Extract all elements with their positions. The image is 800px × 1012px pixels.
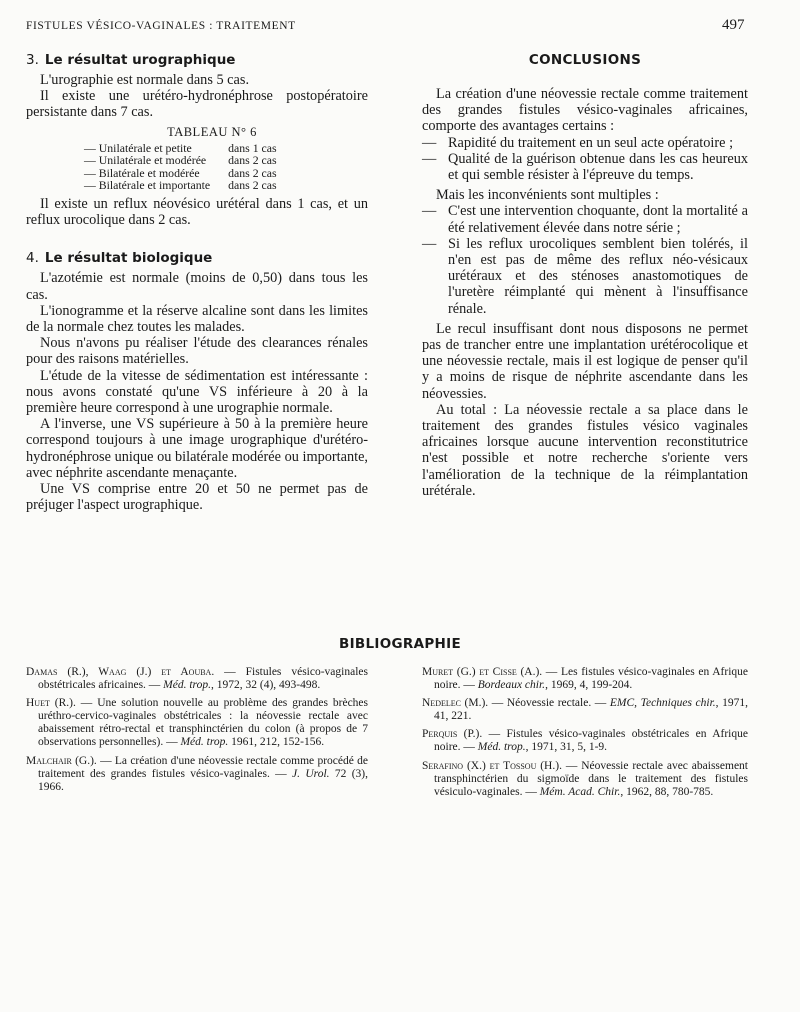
reference <box>26 666 368 692</box>
reference-details: , 1971, 31, 5, 1-9. <box>525 741 608 754</box>
list-item: — Si les reflux urocoliques semblent bien tolérés, il n'en est pas de même des reflux néo-vésicaux urétéraux et des sténoses anastomotiques de l'uretère réimplanté qui mènent à l'insuffisance rénale. <box>422 236 748 317</box>
section-number: 4. <box>26 250 39 267</box>
reference-authors: Serafino (X.) et Tossou (H.). <box>422 759 562 772</box>
paragraph: Au total : La néovessie rectale a sa place dans le traitement des grandes fistules vésico vaginales africaines lorsque aucune intervention reconstitutrice n'est possible et notre recherche s'oriente vers l'amélioration de la technique de la réimplantation urétérale. <box>422 401 748 499</box>
table-cell-label: — Unilatérale et petite <box>84 140 192 155</box>
paragraph: Le recul insuffisant dont nous disposons ne permet pas de trancher entre une implantation urétérocolique et une néovessie rectale, mais il est logique de penser qu'il y a moins de risque de néphrite ascendante dans les néovessies. <box>422 320 748 402</box>
section-number: 3. <box>26 52 39 68</box>
reference-details: 1961, 212, 152-156. <box>228 736 325 749</box>
table-cell-value: dans 2 cas <box>228 165 277 180</box>
list-item: — C'est une intervention choquante, dont la mortalité a été relativement élevée dans notre série ; <box>422 203 748 235</box>
bibliography-heading: BIBLIOGRAPHIE <box>339 636 461 652</box>
table-cell-value: dans 2 cas <box>228 178 277 193</box>
section-4-heading <box>26 250 368 266</box>
reference-authors: Huet (R.). <box>26 697 76 710</box>
paragraph: Mais les inconvénients sont multiples : <box>436 187 659 204</box>
table-row <box>84 179 277 192</box>
reference <box>26 697 368 749</box>
reference-journal: Bordeaux chir. <box>477 679 546 692</box>
conclusions-heading: CONCLUSIONS <box>528 52 642 68</box>
reference-text: — Une solution nouvelle au problème des grandes brèches uréthro-cervico-vaginales obstétricales : la néovessie rectale avec abaissement rétro-rectal et transphinctérien du colon (à propos de 7 observations personnelles). — <box>38 697 369 749</box>
right-column <box>422 52 748 499</box>
paragraph: L'ionogramme et la réserve alcaline sont dans les limites de la normale chez toutes les malades. <box>26 302 368 335</box>
section-3-heading <box>26 52 368 68</box>
advantages-list <box>422 135 748 184</box>
reference-authors: Damas (R.), Waag (J.) et Aouba. <box>26 666 215 678</box>
reference-authors: Muret (G.) et Cisse (A.). <box>422 666 543 678</box>
paragraph: Il existe un reflux néovésico urétéral dans 1 cas, et un reflux urocolique dans 2 cas. <box>26 195 368 229</box>
bibliography-right-column <box>422 666 748 804</box>
left-column <box>26 52 368 513</box>
paragraph: Nous n'avons pu réaliser l'étude des clearances rénales pour des raisons matérielles. <box>26 335 368 368</box>
reference-journal: Mém. Acad. Chir. <box>539 785 621 798</box>
reference-journal: J. Urol. <box>292 767 330 780</box>
reference-details: , 1971, 41, 221. <box>434 697 748 723</box>
reference <box>422 760 748 799</box>
reference-text: — Néovessie rectale. — <box>488 697 610 710</box>
paragraph: L'étude de la vitesse de sédimentation est intéressante : nous avons constaté qu'une VS inférieure à 20 à la première heure correspond à une urographie normale. <box>26 367 368 417</box>
reference-text: — Fistules vésico-vaginales obstétricales en Afrique noire. — <box>434 728 748 754</box>
page-number: 497 <box>722 17 745 33</box>
reference-journal: Méd. trop. <box>477 741 526 754</box>
paragraph: Une VS comprise entre 20 et 50 ne permet pas de préjuger l'aspect urographique. <box>26 481 368 514</box>
section-title: Le résultat biologique <box>44 250 213 267</box>
section-title: Le résultat urographique <box>44 52 236 68</box>
results-table <box>84 142 277 192</box>
paragraph: Il existe une urétéro-hydronéphrose postopératoire persistante dans 7 cas. <box>26 88 368 121</box>
table-cell-label: — Unilatérale et modérée <box>84 153 207 168</box>
reference-text: — Les fistules vésico-vaginales en Afrique noire. — <box>434 666 748 692</box>
paragraph: L'urographie est normale dans 5 cas. <box>40 72 250 88</box>
reference-journal: Méd. trop. <box>180 736 229 749</box>
reference <box>422 666 748 692</box>
list-item: — Qualité de la guérison obtenue dans les cas heureux et qui semble résister à l'épreuve du temps. <box>422 151 748 183</box>
paragraph: La création d'une néovessie rectale comme traitement des grandes fistules vésico-vaginales africaines, comporte des avantages certains : <box>422 86 748 135</box>
list-item: — Rapidité du traitement en un seul acte opératoire ; <box>422 135 748 151</box>
reference-text: — La création d'une néovessie rectale comme procédé de traitement des grandes fistules vésico-vaginales. — <box>38 754 368 780</box>
running-head: FISTULES VÉSICO-VAGINALES : TRAITEMENT <box>26 20 296 32</box>
paragraph: L'azotémie est normale (moins de 0,50) dans tous les cas. <box>26 270 368 303</box>
bibliography-left-column <box>26 666 368 799</box>
table-cell-label: — Bilatérale et importante <box>84 178 211 193</box>
reference-journal: EMC, Techniques chir. <box>609 697 716 710</box>
reference-authors: Malchair (G.). <box>26 754 97 767</box>
reference-text: — Fistules vésico-vaginales obstétricales africaines. — <box>38 666 368 692</box>
reference-details: 72 (3), 1966. <box>38 767 368 793</box>
table-cell-label: — Bilatérale et modérée <box>84 165 200 180</box>
reference-details: , 1972, 32 (4), 493-498. <box>210 679 321 692</box>
reference-text: — Néovessie rectale avec abaissement transphinctérien du sigmoïde dans le traitement des fistules vésiculo-vaginales. — <box>434 759 748 798</box>
reference <box>26 755 368 794</box>
reference-journal: Méd. trop. <box>163 679 211 692</box>
drawbacks-list <box>422 203 748 316</box>
table-title: TABLEAU N° 6 <box>167 124 257 139</box>
reference <box>422 697 748 723</box>
paragraph: A l'inverse, une VS supérieure à 50 à la première heure correspond toujours à une image urographique d'urétéro-hydronéphrose unique ou bilatérale modérée ou importante, avec néphrite ascendante menaçante. <box>26 416 368 481</box>
reference-details: , 1962, 88, 780-785. <box>620 785 714 798</box>
table-cell-value: dans 1 cas <box>228 140 277 155</box>
reference-authors: Nedelec (M.). <box>422 697 489 710</box>
reference <box>422 728 748 754</box>
reference-authors: Perquis (P.). <box>422 728 483 741</box>
table-cell-value: dans 2 cas <box>228 153 277 168</box>
reference-details: , 1969, 4, 199-204. <box>545 679 633 692</box>
table-row <box>84 154 277 167</box>
